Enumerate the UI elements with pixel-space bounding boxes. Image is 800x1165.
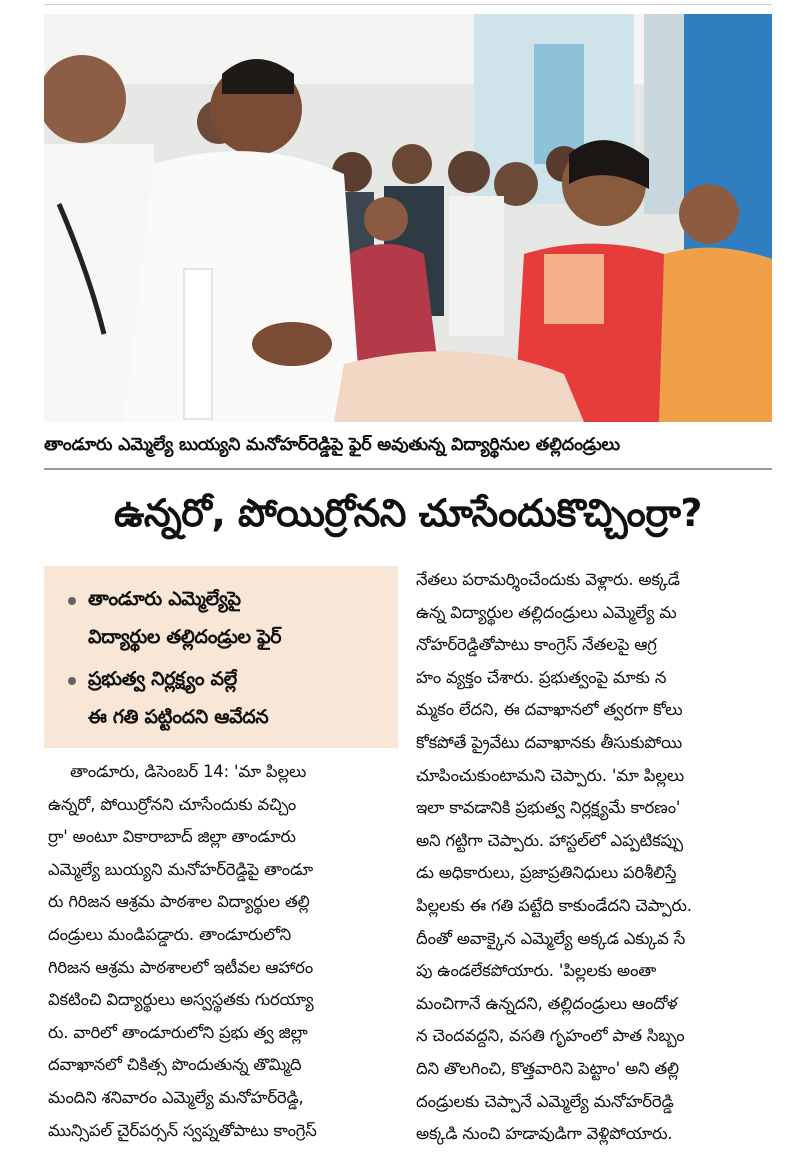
body-line: రు గిరిజన ఆశ్రమ పాఠశాల విద్యార్థుల తల్లి bbox=[48, 892, 310, 912]
body-line: కోకపోతే ప్రైవేటు దవాఖానకు తీసుకుపోయి bbox=[416, 732, 683, 752]
caption-divider bbox=[44, 468, 772, 470]
body-line: న చెందవద్దని, వసతి గృహంలో పాత సిబ్బం bbox=[416, 1026, 685, 1046]
highlight-item bbox=[66, 660, 388, 736]
body-line: ర్రా' అంటూ వికారాబాద్ జిల్లా తాండూరు bbox=[48, 827, 296, 847]
body-line: వికటించి విద్యార్థులు అస్వస్థతకు గురయ్యా bbox=[48, 990, 314, 1010]
body-line: మున్సిపల్ చైర్‌పర్సన్ స్వప్నతోపాటు కాంగ్రెస్ bbox=[48, 1120, 317, 1140]
bullet-icon bbox=[68, 597, 76, 605]
top-divider bbox=[44, 4, 772, 5]
body-line: దీంతో అవాక్కైన ఎమ్మెల్యే అక్కడ ఎక్కువ సే bbox=[416, 928, 686, 948]
photo-caption: తాండూరు ఎమ్మెల్యే బుయ్యని మనోహర్‌రెడ్డిపై ఫైర్ అవుతున్న విద్యార్థినుల తల్లిదండ్రులు bbox=[44, 435, 620, 455]
body-line: అని గట్టిగా చెప్పారు. హాస్టల్‌లో ఎప్పటికప్పు bbox=[416, 830, 683, 850]
body-line: తాండూరు, డిసెంబర్ 14: 'మా పిల్లలు bbox=[70, 762, 307, 781]
highlight-line: ప్రభుత్వ నిర్లక్ష్యం వల్లే bbox=[88, 668, 237, 690]
highlight-line: తాండూరు ఎమ్మెల్యేపై bbox=[88, 588, 241, 610]
headline: ఉన్నరో, పోయిర్రోనని చూసేందుకొచ్చింర్రా? bbox=[114, 491, 702, 535]
highlight-item bbox=[66, 580, 388, 656]
body-line: రు. వారిలో తాండూరులోని ప్రభు త్వ జిల్లా bbox=[48, 1022, 308, 1042]
article-body-left-column bbox=[48, 756, 396, 1147]
highlight-line: విద్యార్థుల తల్లిదండ్రుల ఫైర్ bbox=[88, 626, 282, 648]
article-body-right-column bbox=[416, 564, 772, 1151]
highlight-line: ఈ గతి పట్టిందని ఆవేదన bbox=[88, 706, 269, 728]
body-line: దండ్రులు మండిపడ్డారు. తాండూరులోని bbox=[48, 924, 292, 944]
body-line: ఉన్న విద్యార్థుల తల్లిదండ్రులు ఎమ్మెల్యే మ bbox=[416, 602, 677, 622]
body-line: హం వ్యక్తం చేశారు. ప్రభుత్వంపై మాకు న bbox=[416, 667, 667, 687]
body-line: అక్కడి నుంచి హడావుడిగా వెళ్లిపోయారు. bbox=[416, 1124, 673, 1144]
body-line: నోహర్‌రెడ్డితోపాటు కాంగ్రెస్ నేతలపై ఆగ్ర bbox=[416, 635, 657, 655]
body-line: దిని తొలగించి, కొత్తవారిని పెట్టాం' అని తల్లి bbox=[416, 1058, 679, 1078]
body-line: మంచిగానే ఉన్నదని, తల్లిదండ్రులు ఆందోళ bbox=[416, 993, 678, 1013]
body-line: నేతలు పరామర్శించేందుకు వెళ్లారు. అక్కడే bbox=[416, 570, 680, 589]
body-line: దండ్రులకు చెప్పానే ఎమ్మెల్యే మనోహర్‌రెడ్డి bbox=[416, 1091, 674, 1111]
photo-illustration bbox=[44, 14, 772, 422]
body-line: మ్మకం లేదని, ఈ దవాఖానలో త్వరగా కోలు bbox=[416, 700, 683, 720]
body-line: దవాఖానలో చికిత్స పొందుతున్న తొమ్మిది bbox=[48, 1055, 302, 1075]
body-line: చూపించుకుంటామని చెప్పారు. 'మా పిల్లలు bbox=[416, 765, 685, 785]
body-line: పు ఉండలేకపోయారు. 'పిల్లలకు అంతా bbox=[416, 961, 657, 981]
body-line: పిల్లలకు ఈ గతి పట్టేది కాకుండేదని చెప్పారు. bbox=[416, 895, 692, 915]
body-line: గిరిజన ఆశ్రమ పాఠశాలలో ఇటీవల ఆహారం bbox=[48, 957, 314, 977]
highlights-box bbox=[44, 566, 398, 748]
body-line: డు అధికారులు, ప్రజాప్రతినిధులు పరిశీలిస్తే bbox=[416, 863, 677, 883]
news-photo bbox=[44, 14, 772, 422]
body-line: ఉన్నరో, పోయిర్రోనని చూసేందుకు వచ్చిం bbox=[48, 794, 296, 814]
body-line: ఇలా కావడానికి ప్రభుత్వ నిర్లక్ష్యమే కారణం' bbox=[416, 798, 681, 818]
bullet-icon bbox=[68, 677, 76, 685]
body-line: ఎమ్మెల్యే బుయ్యని మనోహర్‌రెడ్డిపై తాండూ bbox=[48, 859, 313, 879]
body-line: మందిని శనివారం ఎమ్మెల్యే మనోహర్‌రెడ్డి, bbox=[48, 1087, 304, 1107]
